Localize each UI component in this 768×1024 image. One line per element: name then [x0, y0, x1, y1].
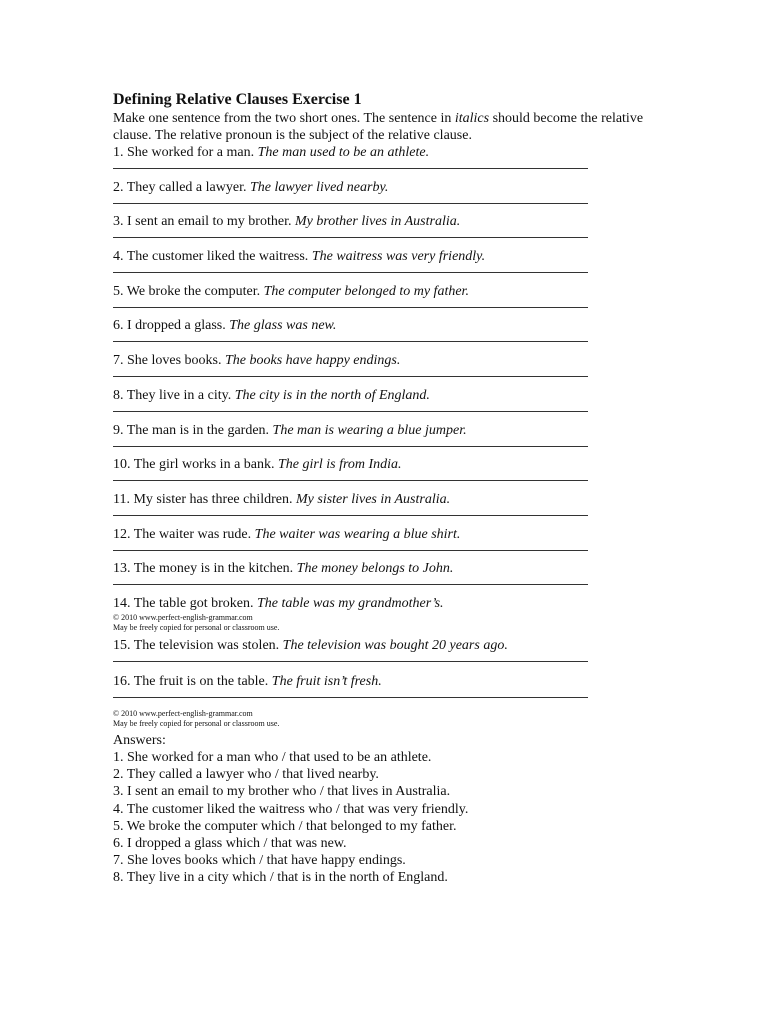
- question-sentence-main: The waiter was rude.: [133, 526, 252, 542]
- question-sentence-main: The television was stolen.: [133, 637, 280, 653]
- answer-line[interactable]: [113, 203, 588, 204]
- answer-line[interactable]: [113, 376, 588, 377]
- question-item: [113, 526, 653, 561]
- question-sentence-italic: My brother lives in Australia.: [294, 214, 461, 230]
- instructions-italic-word: italics: [454, 111, 490, 126]
- question-number: 5.: [113, 283, 124, 299]
- copyright-usage-line: May be freely copied for personal or classroom use.: [113, 622, 280, 632]
- question-item: [113, 560, 653, 595]
- question-list-continued: [113, 637, 653, 709]
- question-sentence-italic: The man is wearing a blue jumper.: [272, 422, 467, 438]
- question-text: [113, 526, 653, 543]
- question-sentence-main: They live in a city.: [126, 387, 232, 403]
- question-text: [113, 595, 653, 612]
- answer-item: 6. I dropped a glass which / that was new.: [113, 835, 347, 851]
- answer-line[interactable]: [113, 446, 588, 447]
- question-number: 1.: [113, 145, 124, 160]
- answer-line[interactable]: [113, 237, 588, 238]
- question-sentence-main: The man is in the garden.: [126, 422, 270, 438]
- question-number: 16.: [113, 673, 131, 689]
- question-sentence-italic: The waiter was wearing a blue shirt.: [254, 526, 461, 542]
- question-item: [113, 283, 653, 318]
- instructions-text-start: Make one sentence from the two short ones. The sentence in: [113, 111, 455, 126]
- question-sentence-main: I sent an email to my brother.: [127, 214, 292, 230]
- question-number: 8.: [113, 387, 124, 403]
- answer-list: [113, 749, 653, 887]
- answer-item: 3. I sent an email to my brother who / that lives in Australia.: [113, 784, 451, 800]
- question-text: [113, 422, 653, 439]
- answer-line[interactable]: [113, 341, 588, 342]
- question-sentence-italic: The books have happy endings.: [225, 353, 401, 369]
- question-sentence-main: She loves books.: [127, 353, 222, 369]
- answer-item: 4. The customer liked the waitress who / that was very friendly.: [113, 801, 469, 817]
- question-number: 7.: [113, 353, 124, 369]
- copyright-line: © 2010 www.perfect-english-grammar.com: [113, 708, 253, 718]
- question-text: [113, 317, 653, 334]
- answer-line[interactable]: [113, 661, 588, 662]
- question-sentence-main: The money is in the kitchen.: [133, 561, 294, 577]
- question-item: [113, 387, 653, 422]
- question-number: 14.: [113, 595, 131, 611]
- question-text: [113, 673, 653, 690]
- question-text: [113, 213, 653, 230]
- question-number: 10.: [113, 457, 131, 473]
- question-sentence-italic: The waitress was very friendly.: [311, 249, 486, 265]
- question-number: 3.: [113, 214, 124, 230]
- question-item: [113, 456, 653, 491]
- question-sentence-main: The girl works in a bank.: [133, 457, 275, 473]
- answer-line[interactable]: [113, 550, 588, 551]
- answer-item: 5. We broke the computer which / that belonged to my father.: [113, 818, 457, 834]
- answer-item: 1. She worked for a man who / that used to be an athlete.: [113, 749, 432, 765]
- question-text: [113, 456, 653, 473]
- answers-heading: Answers:: [113, 732, 166, 748]
- answer-item: 8. They live in a city which / that is in the north of England.: [113, 870, 448, 886]
- question-item: [113, 213, 653, 248]
- question-item: [113, 352, 653, 387]
- question-text: [113, 144, 653, 161]
- answer-line[interactable]: [113, 480, 588, 481]
- question-item: [113, 317, 653, 352]
- answer-item: 2. They called a lawyer who / that lived nearby.: [113, 767, 379, 783]
- question-item: [113, 248, 653, 283]
- question-item: [113, 637, 653, 673]
- question-text: [113, 491, 653, 508]
- question-sentence-italic: The lawyer lived nearby.: [249, 179, 389, 195]
- answer-line[interactable]: [113, 272, 588, 273]
- question-number: 13.: [113, 561, 131, 577]
- question-sentence-main: We broke the computer.: [126, 283, 261, 299]
- question-number: 15.: [113, 637, 131, 653]
- question-sentence-italic: The money belongs to John.: [296, 561, 454, 577]
- question-sentence-main: She worked for a man.: [127, 145, 255, 160]
- question-number: 2.: [113, 179, 124, 195]
- question-text: [113, 352, 653, 369]
- question-sentence-italic: The girl is from India.: [278, 457, 402, 473]
- answer-item: 7. She loves books which / that have happy endings.: [113, 853, 406, 869]
- question-sentence-italic: The table was my grandmother’s.: [257, 595, 444, 611]
- instructions-text-end: should become the relative clause. The relative pronoun is the subject of the relative clause.: [113, 111, 644, 143]
- question-sentence-main: I dropped a glass.: [127, 318, 226, 334]
- question-number: 11.: [113, 491, 130, 507]
- question-list: [113, 144, 653, 613]
- question-sentence-italic: My sister lives in Australia.: [296, 491, 451, 507]
- answer-line[interactable]: [113, 515, 588, 516]
- question-item: [113, 422, 653, 457]
- question-item: [113, 491, 653, 526]
- question-text: [113, 248, 653, 265]
- question-text: [113, 560, 653, 577]
- question-number: 9.: [113, 422, 124, 438]
- question-sentence-main: The customer liked the waitress.: [126, 249, 309, 265]
- question-number: 12.: [113, 526, 131, 542]
- question-text: [113, 283, 653, 300]
- question-sentence-italic: The glass was new.: [229, 318, 337, 334]
- answer-line[interactable]: [113, 411, 588, 412]
- question-sentence-main: The fruit is on the table.: [133, 673, 269, 689]
- question-sentence-main: They called a lawyer.: [126, 179, 247, 195]
- question-number: 6.: [113, 318, 124, 334]
- copyright-block-end: [113, 709, 653, 731]
- copyright-block-mid: [113, 613, 653, 637]
- answer-line[interactable]: [113, 168, 588, 169]
- question-sentence-main: My sister has three children.: [133, 491, 293, 507]
- answer-line[interactable]: [113, 697, 588, 698]
- worksheet-title: Defining Relative Clauses Exercise 1: [113, 91, 362, 108]
- instructions: [113, 110, 653, 144]
- question-item: [113, 673, 653, 709]
- question-sentence-main: The table got broken.: [133, 595, 254, 611]
- question-number: 4.: [113, 249, 124, 265]
- question-text: [113, 637, 653, 654]
- question-sentence-italic: The man used to be an athlete.: [257, 145, 430, 160]
- copyright-line: © 2010 www.perfect-english-grammar.com: [113, 612, 253, 622]
- question-sentence-italic: The computer belonged to my father.: [263, 283, 469, 299]
- question-sentence-italic: The city is in the north of England.: [234, 387, 430, 403]
- question-text: [113, 179, 653, 196]
- question-sentence-italic: The fruit isn’t fresh.: [271, 673, 382, 689]
- worksheet-page: [113, 90, 653, 887]
- copyright-usage-line: May be freely copied for personal or classroom use.: [113, 718, 280, 728]
- question-item: [113, 595, 653, 613]
- question-text: [113, 387, 653, 404]
- question-item: [113, 144, 653, 179]
- question-sentence-italic: The television was bought 20 years ago.: [282, 637, 508, 653]
- answer-line[interactable]: [113, 307, 588, 308]
- answer-line[interactable]: [113, 584, 588, 585]
- question-item: [113, 179, 653, 214]
